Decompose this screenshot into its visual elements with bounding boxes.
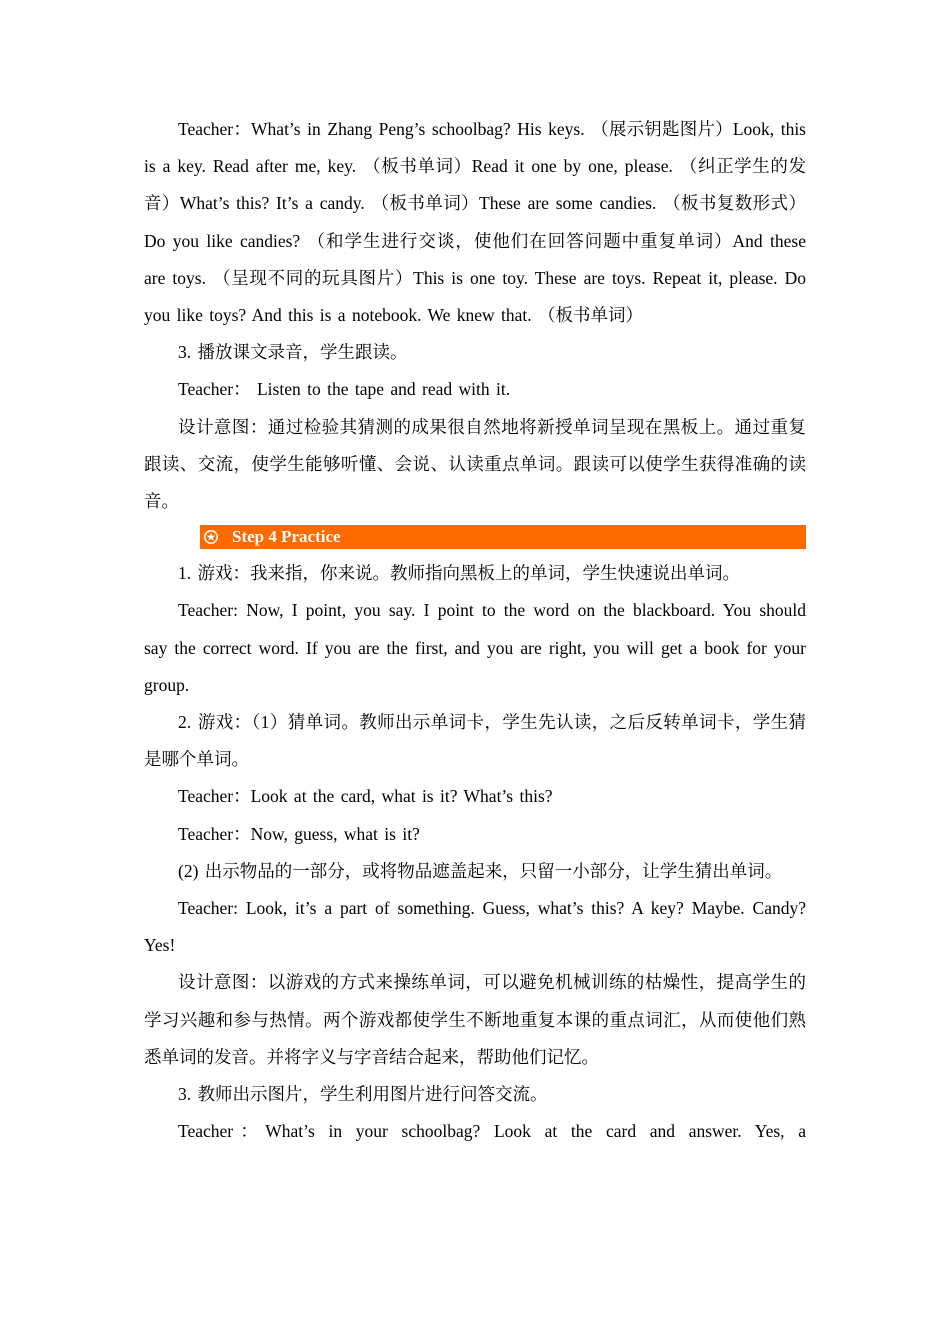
step-4-header xyxy=(200,525,806,549)
step-4-label: Step 4 Practice xyxy=(232,527,341,547)
paragraph-teacher-point: Teacher: Now, I point, you say. I point to the word on the blackboard. You should say the correct word. If you are the first, and you are right, you will get a book for your group. xyxy=(144,600,806,695)
paragraph-teacher-card: Teacher：Look at the card, what is it? What’s this? xyxy=(178,786,553,807)
paragraph-show-part: (2) 出示物品的一部分，或将物品遮盖起来，只留一小部分，让学生猜出单词。 xyxy=(178,860,783,881)
paragraph-teacher-schoolbag: Teacher：What’s in your schoolbag? Look at the card and answer. Yes, a xyxy=(178,1121,806,1142)
paragraph-teacher-guess: Teacher：Now, guess, what is it? xyxy=(178,823,420,844)
document-page xyxy=(144,111,806,1150)
paragraph-play-recording: 3. 播放课文录音，学生跟读。 xyxy=(178,342,408,363)
paragraph-teacher-keys: Teacher：What’s in Zhang Peng’s schoolbag? His keys. （展示钥匙图片）Look, this is a key. Read after me, key. （板书单词）Read it one by one, please. （纠正学生的发音）What’s this? It’s a candy. （板书单词）These are some candies. （板书复数形式）Do you like candies? （和学生进行交谈，使他们在回答问题中重复单词）And these are toys. （呈现不同的玩具图片）This is one toy. These are toys. Repeat it, please. Do you like toys? And this is a notebook. We knew that. （板书单词） xyxy=(144,119,806,326)
paragraph-show-pictures: 3. 教师出示图片，学生利用图片进行问答交流。 xyxy=(178,1084,548,1105)
paragraph-game-guess-word: 2. 游戏：（1）猜单词。教师出示单词卡，学生先认读，之后反转单词卡，学生猜是哪个单词。 xyxy=(144,712,806,770)
paragraph-teacher-part: Teacher: Look, it’s a part of something. Guess, what’s this? A key? Maybe. Candy? Yes! xyxy=(144,898,806,956)
paragraph-game-point-say: 1. 游戏：我来指，你来说。教师指向黑板上的单词，学生快速说出单词。 xyxy=(178,563,740,584)
paragraph-teacher-listen: Teacher： Listen to the tape and read with it. xyxy=(178,379,511,400)
paragraph-design-intent-2: 设计意图：以游戏的方式来操练单词，可以避免机械训练的枯燥性，提高学生的学习兴趣和参与热情。两个游戏都使学生不断地重复本课的重点词汇，从而使他们熟悉单词的发音。并将字义与字音结合起来，帮助他们记忆。 xyxy=(144,972,806,1067)
star-circle-icon xyxy=(204,530,218,544)
paragraph-design-intent-1: 设计意图：通过检验其猜测的成果很自然地将新授单词呈现在黑板上。通过重复跟读、交流，使学生能够听懂、会说、认读重点单词。跟读可以使学生获得准确的读音。 xyxy=(144,416,806,512)
